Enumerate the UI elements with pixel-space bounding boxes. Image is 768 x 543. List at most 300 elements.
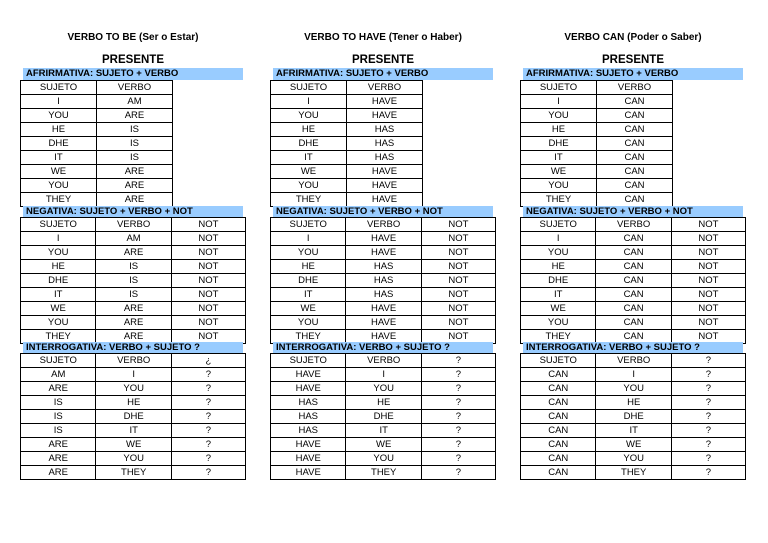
table-cell: CAN	[597, 123, 673, 137]
negativa-bar: NEGATIVA: SUJETO + VERBO + NOT	[23, 206, 243, 218]
table-cell: ARE	[21, 438, 96, 452]
table-row	[271, 95, 423, 109]
table-row	[271, 424, 496, 438]
header-cell: VERBO	[346, 218, 421, 232]
table-row	[271, 288, 496, 302]
panel-title: VERBO CAN (Poder o Saber)	[564, 32, 702, 43]
table-header-row	[21, 81, 173, 95]
table-cell: CAN	[597, 151, 673, 165]
table-row	[271, 274, 496, 288]
negativa-table	[520, 217, 746, 344]
table-row	[21, 274, 246, 288]
table-row	[521, 452, 746, 466]
table-cell: YOU	[271, 316, 346, 330]
table-cell: ?	[421, 424, 495, 438]
table-row	[21, 179, 173, 193]
table-row	[21, 316, 246, 330]
interrogativa-bar: INTERROGATIVA: VERBO + SUJETO ?	[273, 342, 493, 354]
table-row	[521, 232, 746, 246]
table-row	[521, 151, 673, 165]
table-cell: CAN	[597, 179, 673, 193]
table-row	[521, 179, 673, 193]
header-cell: SUJETO	[21, 354, 96, 368]
header-cell: VERBO	[96, 354, 171, 368]
table-cell: CAN	[596, 246, 671, 260]
negativa-table	[20, 217, 246, 344]
table-cell: ?	[171, 452, 245, 466]
table-cell: THEY	[271, 330, 346, 344]
table-row	[271, 151, 423, 165]
negativa-table	[270, 217, 496, 344]
table-cell: AM	[96, 232, 171, 246]
table-cell: ?	[171, 410, 245, 424]
table-cell: THEY	[521, 330, 596, 344]
table-row	[271, 396, 496, 410]
table-row	[21, 302, 246, 316]
table-cell: IS	[97, 123, 173, 137]
table-cell: AM	[97, 95, 173, 109]
table-cell: ?	[421, 438, 495, 452]
table-row	[21, 165, 173, 179]
table-cell: DHE	[521, 137, 597, 151]
table-cell: CAN	[597, 193, 673, 207]
table-cell: HE	[521, 123, 597, 137]
table-cell: ?	[671, 368, 745, 382]
table-cell: HAS	[347, 123, 423, 137]
table-cell: ?	[171, 438, 245, 452]
table-cell: ?	[171, 382, 245, 396]
interrogativa-bar: INTERROGATIVA: VERBO + SUJETO ?	[23, 342, 243, 354]
table-cell: ARE	[96, 330, 171, 344]
table-cell: I	[21, 95, 97, 109]
table-cell: NOT	[671, 330, 745, 344]
table-cell: HAVE	[271, 368, 346, 382]
table-row	[521, 274, 746, 288]
table-cell: NOT	[171, 260, 245, 274]
table-row	[521, 137, 673, 151]
table-row	[21, 368, 246, 382]
table-row	[271, 260, 496, 274]
table-cell: ARE	[21, 382, 96, 396]
table-cell: AM	[21, 368, 96, 382]
table-row	[521, 382, 746, 396]
table-cell: HAVE	[347, 193, 423, 207]
table-cell: CAN	[596, 288, 671, 302]
table-cell: I	[271, 232, 346, 246]
table-cell: NOT	[171, 274, 245, 288]
table-cell: NOT	[421, 232, 495, 246]
table-header-row	[521, 354, 746, 368]
table-cell: NOT	[671, 260, 745, 274]
table-cell: HAVE	[346, 246, 421, 260]
table-cell: HE	[521, 260, 596, 274]
table-cell: HE	[271, 260, 346, 274]
negativa-bar: NEGATIVA: SUJETO + VERBO + NOT	[523, 206, 743, 218]
table-cell: IS	[97, 137, 173, 151]
table-cell: CAN	[521, 424, 596, 438]
table-row	[271, 137, 423, 151]
table-cell: THEY	[596, 466, 671, 480]
table-cell: ?	[421, 410, 495, 424]
table-cell: ?	[671, 438, 745, 452]
table-row	[21, 438, 246, 452]
table-cell: DHE	[596, 410, 671, 424]
table-row	[271, 165, 423, 179]
table-cell: CAN	[596, 330, 671, 344]
table-cell: ?	[671, 424, 745, 438]
table-cell: ARE	[21, 452, 96, 466]
table-row	[521, 438, 746, 452]
table-cell: HAS	[347, 151, 423, 165]
header-cell: SUJETO	[21, 218, 96, 232]
table-cell: YOU	[521, 246, 596, 260]
table-cell: YOU	[21, 109, 97, 123]
table-cell: HAVE	[346, 302, 421, 316]
table-header-row	[521, 218, 746, 232]
panel-title: VERBO TO BE (Ser o Estar)	[67, 32, 199, 43]
table-cell: ?	[171, 466, 245, 480]
table-cell: YOU	[521, 179, 597, 193]
table-row	[521, 246, 746, 260]
table-cell: HAVE	[347, 109, 423, 123]
table-header-row	[521, 81, 673, 95]
section-heading: PRESENTE	[102, 54, 164, 66]
table-cell: NOT	[421, 246, 495, 260]
table-cell: ?	[671, 396, 745, 410]
table-cell: I	[521, 95, 597, 109]
header-cell: NOT	[671, 218, 745, 232]
table-cell: HAS	[271, 396, 346, 410]
table-row	[21, 396, 246, 410]
header-cell: ?	[671, 354, 745, 368]
table-cell: NOT	[171, 232, 245, 246]
table-cell: ?	[671, 410, 745, 424]
header-cell: SUJETO	[521, 354, 596, 368]
table-cell: YOU	[596, 382, 671, 396]
table-cell: NOT	[671, 274, 745, 288]
table-cell: CAN	[521, 410, 596, 424]
table-cell: CAN	[596, 232, 671, 246]
table-cell: HAVE	[271, 438, 346, 452]
table-cell: YOU	[271, 179, 347, 193]
table-row	[271, 410, 496, 424]
table-cell: NOT	[671, 246, 745, 260]
table-cell: I	[596, 368, 671, 382]
table-row	[271, 382, 496, 396]
table-cell: NOT	[421, 302, 495, 316]
table-row	[521, 466, 746, 480]
table-cell: HAVE	[271, 452, 346, 466]
header-cell: VERBO	[347, 81, 423, 95]
table-cell: NOT	[421, 288, 495, 302]
table-cell: WE	[521, 302, 596, 316]
afirmativa-table	[20, 80, 173, 207]
afirmativa-table	[270, 80, 423, 207]
afirmativa-bar: AFRIRMATIVA: SUJETO + VERBO	[523, 68, 743, 80]
table-cell: HE	[21, 123, 97, 137]
interrogativa-table	[520, 353, 746, 480]
table-cell: YOU	[346, 382, 421, 396]
table-row	[271, 109, 423, 123]
table-cell: I	[271, 95, 347, 109]
table-cell: WE	[271, 165, 347, 179]
table-cell: NOT	[421, 260, 495, 274]
table-cell: CAN	[596, 316, 671, 330]
table-cell: IT	[346, 424, 421, 438]
table-cell: ?	[421, 466, 495, 480]
table-row	[271, 246, 496, 260]
table-cell: IS	[96, 274, 171, 288]
table-cell: YOU	[96, 382, 171, 396]
header-cell: VERBO	[96, 218, 171, 232]
table-cell: ?	[671, 382, 745, 396]
table-cell: NOT	[171, 246, 245, 260]
table-row	[21, 410, 246, 424]
header-cell: SUJETO	[521, 218, 596, 232]
table-row	[271, 302, 496, 316]
table-cell: YOU	[521, 109, 597, 123]
table-cell: HAS	[271, 410, 346, 424]
table-cell: ARE	[96, 302, 171, 316]
table-row	[271, 466, 496, 480]
table-row	[21, 382, 246, 396]
table-cell: THEY	[521, 193, 597, 207]
table-cell: HAVE	[347, 95, 423, 109]
table-row	[521, 396, 746, 410]
table-header-row	[271, 354, 496, 368]
table-cell: CAN	[521, 466, 596, 480]
table-cell: DHE	[346, 410, 421, 424]
table-row	[521, 424, 746, 438]
table-cell: NOT	[671, 316, 745, 330]
table-cell: HAVE	[347, 165, 423, 179]
table-header-row	[271, 218, 496, 232]
table-cell: HAVE	[271, 382, 346, 396]
table-cell: IS	[97, 151, 173, 165]
table-cell: NOT	[421, 316, 495, 330]
table-cell: ?	[421, 452, 495, 466]
table-cell: THEY	[271, 193, 347, 207]
table-cell: NOT	[671, 302, 745, 316]
table-cell: ARE	[97, 165, 173, 179]
table-row	[521, 260, 746, 274]
table-cell: WE	[521, 165, 597, 179]
table-cell: NOT	[171, 302, 245, 316]
table-cell: HAVE	[346, 232, 421, 246]
table-cell: ?	[171, 396, 245, 410]
table-cell: HE	[596, 396, 671, 410]
table-row	[21, 260, 246, 274]
table-cell: NOT	[671, 232, 745, 246]
header-cell: VERBO	[596, 218, 671, 232]
table-row	[521, 302, 746, 316]
table-cell: WE	[346, 438, 421, 452]
table-cell: ?	[671, 452, 745, 466]
table-cell: YOU	[271, 246, 346, 260]
table-cell: IT	[21, 151, 97, 165]
interrogativa-bar: INTERROGATIVA: VERBO + SUJETO ?	[523, 342, 743, 354]
table-row	[271, 179, 423, 193]
table-row	[521, 109, 673, 123]
panel-title: VERBO TO HAVE (Tener o Haber)	[304, 32, 462, 43]
table-cell: IT	[596, 424, 671, 438]
table-row	[521, 165, 673, 179]
table-cell: HAS	[346, 274, 421, 288]
table-row	[21, 109, 173, 123]
table-cell: NOT	[171, 288, 245, 302]
table-cell: CAN	[521, 438, 596, 452]
table-cell: ARE	[97, 179, 173, 193]
table-cell: WE	[21, 165, 97, 179]
table-cell: CAN	[596, 274, 671, 288]
table-cell: CAN	[596, 260, 671, 274]
table-row	[21, 151, 173, 165]
interrogativa-table	[20, 353, 246, 480]
header-cell: VERBO	[596, 354, 671, 368]
table-cell: HAS	[346, 288, 421, 302]
table-cell: IT	[521, 288, 596, 302]
table-row	[21, 123, 173, 137]
header-cell: NOT	[171, 218, 245, 232]
table-cell: WE	[21, 302, 96, 316]
table-cell: IS	[96, 260, 171, 274]
table-cell: IT	[21, 288, 96, 302]
table-row	[271, 368, 496, 382]
interrogativa-table	[270, 353, 496, 480]
table-cell: CAN	[597, 165, 673, 179]
table-cell: HAS	[271, 424, 346, 438]
table-cell: ?	[171, 368, 245, 382]
header-cell: NOT	[421, 218, 495, 232]
header-cell: SUJETO	[271, 218, 346, 232]
table-cell: CAN	[521, 452, 596, 466]
table-cell: IS	[21, 410, 96, 424]
table-cell: HAS	[346, 260, 421, 274]
table-cell: HAVE	[271, 466, 346, 480]
table-cell: IT	[521, 151, 597, 165]
table-header-row	[21, 354, 246, 368]
table-row	[271, 232, 496, 246]
table-cell: I	[21, 232, 96, 246]
table-row	[271, 123, 423, 137]
table-row	[521, 193, 673, 207]
table-cell: ?	[421, 396, 495, 410]
table-cell: DHE	[521, 274, 596, 288]
table-cell: DHE	[271, 274, 346, 288]
table-row	[271, 438, 496, 452]
table-row	[521, 123, 673, 137]
table-cell: HE	[96, 396, 171, 410]
table-cell: ARE	[97, 193, 173, 207]
table-row	[271, 193, 423, 207]
table-cell: THEY	[346, 466, 421, 480]
table-cell: YOU	[596, 452, 671, 466]
table-cell: HAVE	[346, 316, 421, 330]
table-cell: HAVE	[346, 330, 421, 344]
table-cell: ARE	[21, 466, 96, 480]
table-cell: ?	[421, 368, 495, 382]
section-heading: PRESENTE	[352, 54, 414, 66]
table-cell: HE	[21, 260, 96, 274]
table-cell: ?	[671, 466, 745, 480]
table-cell: YOU	[346, 452, 421, 466]
table-row	[521, 410, 746, 424]
table-cell: I	[521, 232, 596, 246]
header-cell: ¿	[171, 354, 245, 368]
table-cell: HAS	[347, 137, 423, 151]
table-cell: YOU	[21, 179, 97, 193]
table-cell: CAN	[521, 368, 596, 382]
table-cell: ?	[171, 424, 245, 438]
table-cell: NOT	[671, 288, 745, 302]
table-cell: NOT	[421, 274, 495, 288]
table-row	[521, 95, 673, 109]
table-cell: IS	[96, 288, 171, 302]
table-cell: DHE	[21, 274, 96, 288]
table-row	[21, 137, 173, 151]
table-cell: YOU	[21, 316, 96, 330]
table-row	[21, 95, 173, 109]
table-row	[521, 288, 746, 302]
table-cell: ARE	[96, 316, 171, 330]
table-cell: IS	[21, 424, 96, 438]
table-cell: CAN	[596, 302, 671, 316]
table-cell: HAVE	[347, 179, 423, 193]
afirmativa-bar: AFRIRMATIVA: SUJETO + VERBO	[273, 68, 493, 80]
header-cell: SUJETO	[271, 354, 346, 368]
table-cell: YOU	[96, 452, 171, 466]
afirmativa-bar: AFRIRMATIVA: SUJETO + VERBO	[23, 68, 243, 80]
table-cell: THEY	[96, 466, 171, 480]
table-cell: I	[96, 368, 171, 382]
table-cell: I	[346, 368, 421, 382]
table-cell: NOT	[421, 330, 495, 344]
table-header-row	[271, 81, 423, 95]
table-cell: IS	[21, 396, 96, 410]
table-header-row	[21, 218, 246, 232]
table-cell: CAN	[597, 95, 673, 109]
table-row	[21, 288, 246, 302]
header-cell: VERBO	[597, 81, 673, 95]
header-cell: SUJETO	[521, 81, 597, 95]
table-cell: YOU	[21, 246, 96, 260]
table-cell: ARE	[96, 246, 171, 260]
table-cell: CAN	[521, 396, 596, 410]
table-row	[271, 452, 496, 466]
header-cell: ?	[421, 354, 495, 368]
table-row	[21, 232, 246, 246]
negativa-bar: NEGATIVA: SUJETO + VERBO + NOT	[273, 206, 493, 218]
header-cell: SUJETO	[21, 81, 97, 95]
afirmativa-table	[520, 80, 673, 207]
table-cell: YOU	[521, 316, 596, 330]
table-cell: WE	[96, 438, 171, 452]
table-cell: THEY	[21, 330, 96, 344]
table-cell: ?	[421, 382, 495, 396]
table-cell: CAN	[521, 382, 596, 396]
table-cell: CAN	[597, 137, 673, 151]
table-cell: WE	[596, 438, 671, 452]
header-cell: VERBO	[97, 81, 173, 95]
table-row	[21, 466, 246, 480]
table-cell: THEY	[21, 193, 97, 207]
table-row	[21, 452, 246, 466]
table-cell: DHE	[21, 137, 97, 151]
header-cell: VERBO	[346, 354, 421, 368]
table-cell: HE	[346, 396, 421, 410]
table-cell: IT	[96, 424, 171, 438]
table-cell: DHE	[271, 137, 347, 151]
